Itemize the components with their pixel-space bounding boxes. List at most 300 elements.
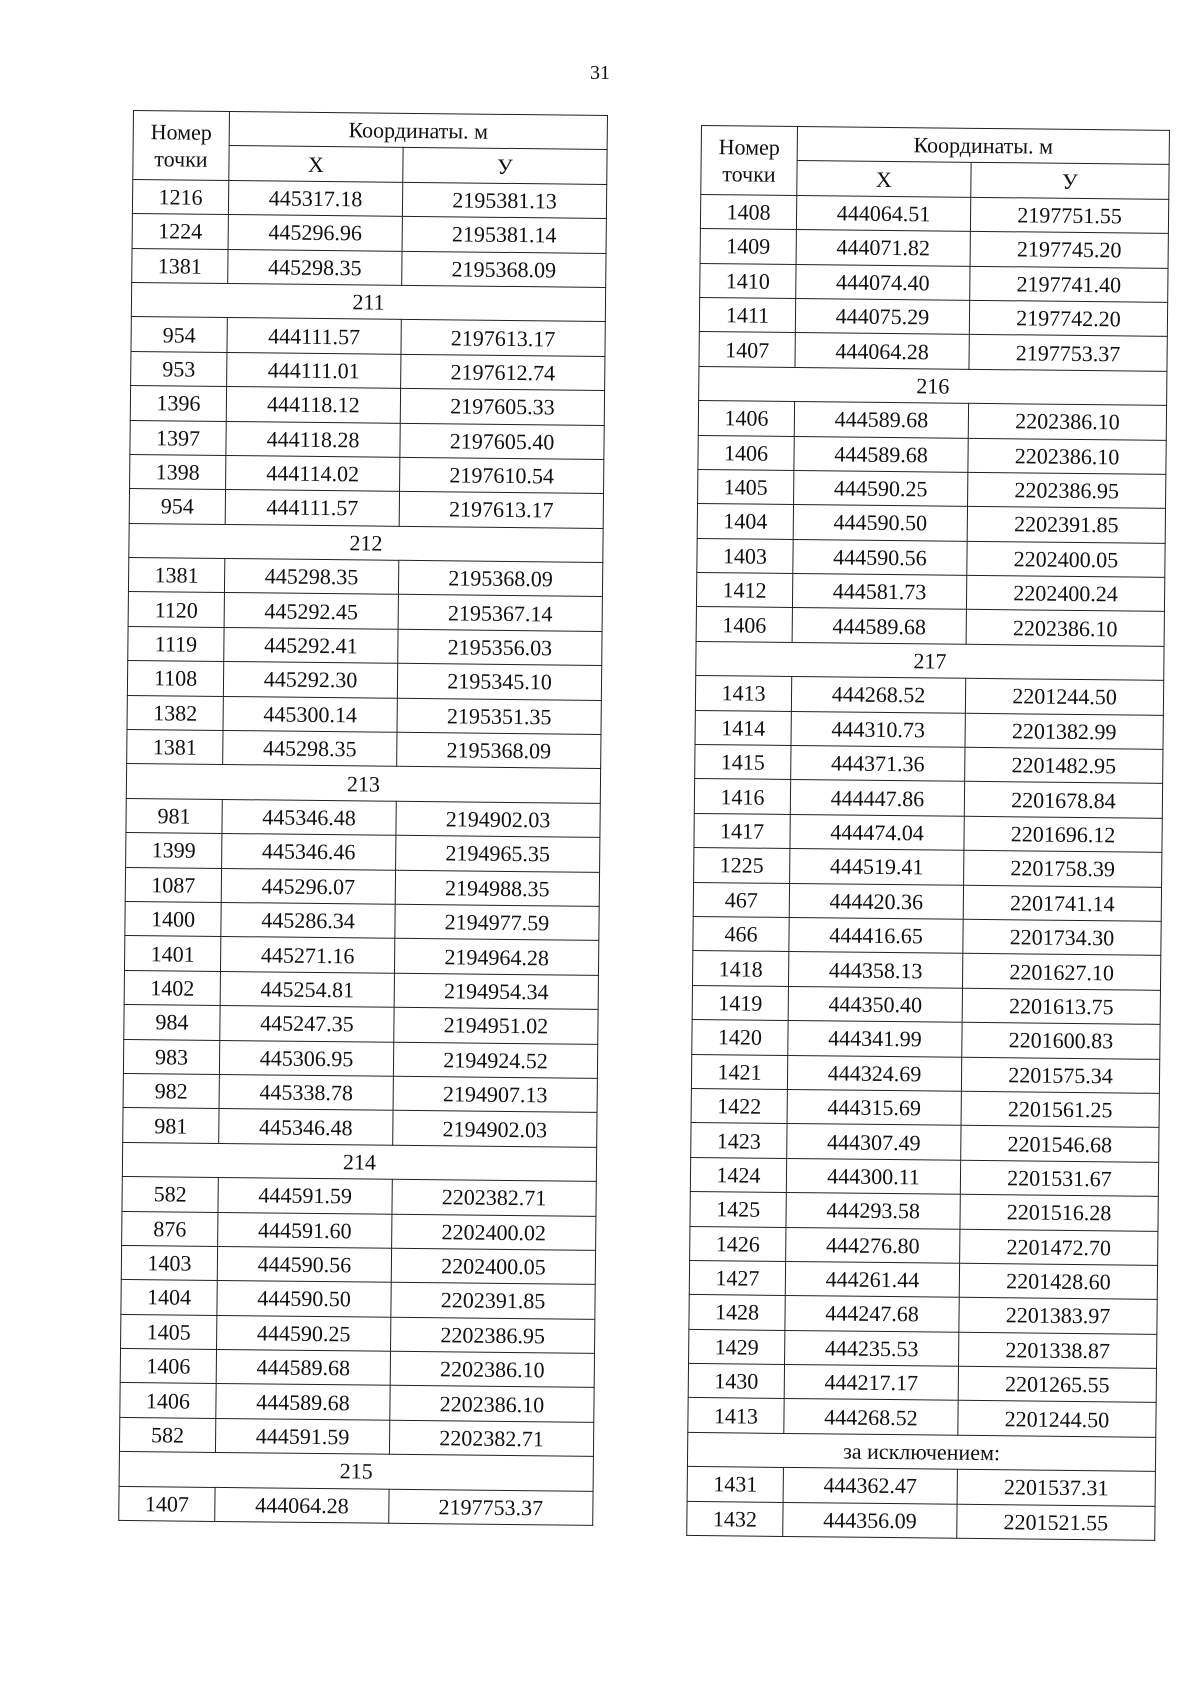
y-coordinate-cell: 2195368.09 bbox=[398, 560, 602, 597]
x-coordinate-cell: 445298.35 bbox=[224, 559, 398, 595]
x-coordinate-cell: 444276.80 bbox=[786, 1227, 960, 1263]
table-row bbox=[123, 1073, 597, 1112]
table-row bbox=[694, 848, 1162, 887]
y-coordinate-cell: 2195356.03 bbox=[398, 629, 602, 666]
x-coordinate-cell: 444307.49 bbox=[787, 1124, 961, 1160]
point-number-cell: 1420 bbox=[692, 1020, 788, 1055]
x-coordinate-cell: 444420.36 bbox=[789, 883, 963, 919]
y-coordinate-cell: 2197613.17 bbox=[401, 320, 605, 357]
point-number-cell: 1405 bbox=[121, 1314, 217, 1349]
table-row bbox=[131, 317, 605, 356]
y-coordinate-cell: 2202400.02 bbox=[392, 1214, 596, 1251]
table-row bbox=[689, 1329, 1157, 1368]
table-row bbox=[127, 661, 601, 700]
y-coordinate-cell: 2202386.10 bbox=[968, 403, 1166, 439]
table-row bbox=[126, 798, 600, 837]
point-number-cell: 1430 bbox=[688, 1363, 784, 1398]
point-number-cell: 1404 bbox=[121, 1280, 217, 1315]
table-row bbox=[698, 401, 1166, 440]
coordinates-table-right bbox=[686, 125, 1170, 1541]
table-row bbox=[699, 332, 1167, 371]
y-coordinate-cell: 2201482.95 bbox=[965, 747, 1163, 783]
point-number-cell: 1402 bbox=[124, 970, 220, 1005]
table-row bbox=[694, 813, 1162, 852]
x-coordinate-cell: 444300.11 bbox=[786, 1158, 960, 1194]
x-coordinate-cell: 444519.41 bbox=[790, 849, 964, 885]
point-number-cell: 1407 bbox=[119, 1486, 215, 1521]
point-number-cell: 1414 bbox=[695, 710, 791, 745]
x-coordinate-cell: 445247.35 bbox=[220, 1006, 394, 1042]
point-number-cell: 1405 bbox=[698, 469, 794, 504]
table-row bbox=[698, 435, 1166, 474]
x-coordinate-cell: 444315.69 bbox=[787, 1089, 961, 1125]
table-row bbox=[125, 867, 599, 906]
y-coordinate-cell: 2194907.13 bbox=[393, 1076, 597, 1113]
x-coordinate-cell: 444064.51 bbox=[796, 195, 970, 231]
x-coordinate-cell: 444071.82 bbox=[796, 230, 970, 266]
point-number-cell: 1426 bbox=[690, 1226, 786, 1261]
point-number-cell: 954 bbox=[131, 317, 227, 352]
table-row bbox=[130, 386, 604, 425]
table-row bbox=[121, 1280, 595, 1319]
coordinates-header: Координаты. м bbox=[229, 112, 607, 150]
table-row bbox=[693, 882, 1161, 921]
group-row bbox=[131, 282, 605, 321]
point-number-cell: 1406 bbox=[698, 435, 794, 470]
point-number-cell: 1381 bbox=[127, 730, 223, 765]
point-number-cell: 876 bbox=[122, 1211, 218, 1246]
point-number-cell: 1406 bbox=[698, 401, 794, 436]
y-coordinate-cell: 2194988.35 bbox=[395, 870, 599, 907]
x-coordinate-cell: 445296.96 bbox=[228, 215, 402, 251]
y-column-header: У bbox=[403, 148, 607, 185]
y-coordinate-cell: 2201561.25 bbox=[961, 1091, 1159, 1127]
table-row bbox=[694, 779, 1162, 818]
x-coordinate-cell: 445300.14 bbox=[223, 696, 397, 732]
x-coordinate-cell: 444111.57 bbox=[227, 318, 401, 354]
x-coordinate-cell: 445254.81 bbox=[220, 971, 394, 1007]
x-coordinate-cell: 445346.48 bbox=[222, 799, 396, 835]
group-label: 215 bbox=[119, 1452, 593, 1491]
y-coordinate-cell: 2194954.34 bbox=[394, 973, 598, 1010]
table-row bbox=[691, 1054, 1159, 1093]
x-coordinate-cell: 445271.16 bbox=[220, 937, 394, 973]
coordinates-header: Координаты. м bbox=[797, 127, 1169, 165]
point-number-cell: 1216 bbox=[132, 179, 228, 214]
table-row bbox=[697, 538, 1165, 577]
x-coordinate-cell: 444591.60 bbox=[218, 1212, 392, 1248]
y-coordinate-cell: 2194951.02 bbox=[394, 1007, 598, 1044]
point-number-cell: 1408 bbox=[700, 194, 796, 229]
y-coordinate-cell: 2202400.05 bbox=[967, 541, 1165, 577]
y-coordinate-cell: 2202391.85 bbox=[967, 507, 1165, 543]
table-body bbox=[687, 194, 1169, 1540]
x-coordinate-cell: 444268.52 bbox=[791, 677, 965, 713]
y-coordinate-cell: 2194964.28 bbox=[394, 939, 598, 976]
point-number-cell: 1421 bbox=[691, 1054, 787, 1089]
group-row bbox=[129, 523, 603, 562]
x-coordinate-cell: 444590.50 bbox=[217, 1281, 391, 1317]
x-coordinate-cell: 445306.95 bbox=[219, 1040, 393, 1076]
table-row bbox=[700, 263, 1168, 302]
y-coordinate-cell: 2195345.10 bbox=[397, 664, 601, 701]
point-number-cell: 1409 bbox=[700, 229, 796, 264]
group-label: 216 bbox=[699, 366, 1167, 405]
group-row bbox=[687, 1432, 1155, 1471]
point-number-cell: 1120 bbox=[128, 592, 224, 627]
point-number-header: Номер точки bbox=[701, 126, 798, 196]
group-row bbox=[699, 366, 1167, 405]
x-coordinate-cell: 444590.56 bbox=[217, 1246, 391, 1282]
y-coordinate-cell: 2202386.95 bbox=[968, 472, 1166, 508]
table-row bbox=[700, 194, 1168, 233]
point-number-cell: 1432 bbox=[687, 1501, 783, 1536]
table-row bbox=[121, 1245, 595, 1284]
point-number-cell: 1428 bbox=[689, 1295, 785, 1330]
y-coordinate-cell: 2197741.40 bbox=[970, 266, 1168, 302]
y-coordinate-cell: 2201546.68 bbox=[961, 1126, 1159, 1162]
table-row bbox=[124, 936, 598, 975]
x-coordinate-cell: 444590.56 bbox=[793, 539, 967, 575]
table-row bbox=[132, 248, 606, 287]
point-number-header: Номер точки bbox=[133, 111, 230, 181]
table-row bbox=[697, 504, 1165, 543]
x-coordinate-cell: 445296.07 bbox=[221, 868, 395, 904]
group-row bbox=[119, 1452, 593, 1491]
x-coordinate-cell: 445298.35 bbox=[228, 249, 402, 285]
x-coordinate-cell: 444581.73 bbox=[792, 574, 966, 610]
y-coordinate-cell: 2202391.85 bbox=[391, 1283, 595, 1320]
x-coordinate-cell: 444474.04 bbox=[790, 814, 964, 850]
x-coordinate-cell: 444324.69 bbox=[787, 1055, 961, 1091]
table-row bbox=[119, 1486, 593, 1525]
point-number-cell: 1431 bbox=[687, 1467, 783, 1502]
x-coordinate-cell: 444111.01 bbox=[227, 352, 401, 388]
point-number-cell: 953 bbox=[131, 351, 227, 386]
point-number-cell: 1419 bbox=[692, 985, 788, 1020]
table-row bbox=[120, 1383, 594, 1422]
table-row bbox=[132, 214, 606, 253]
table-row bbox=[687, 1467, 1155, 1506]
y-coordinate-cell: 2201741.14 bbox=[963, 885, 1161, 921]
group-label: за исключением: bbox=[687, 1432, 1155, 1471]
point-number-cell: 1412 bbox=[696, 573, 792, 608]
group-label: 217 bbox=[696, 641, 1164, 680]
y-coordinate-cell: 2201627.10 bbox=[962, 954, 1160, 990]
table-row bbox=[130, 454, 604, 493]
x-coordinate-cell: 445346.46 bbox=[222, 834, 396, 870]
x-coordinate-cell: 445338.78 bbox=[219, 1074, 393, 1110]
point-number-cell: 1427 bbox=[689, 1260, 785, 1295]
x-coordinate-cell: 444310.73 bbox=[791, 711, 965, 747]
point-number-cell: 1416 bbox=[694, 779, 790, 814]
y-coordinate-cell: 2195367.14 bbox=[398, 595, 602, 632]
y-coordinate-cell: 2202382.71 bbox=[389, 1420, 593, 1457]
y-coordinate-cell: 2202386.10 bbox=[966, 610, 1164, 646]
y-coordinate-cell: 2197605.33 bbox=[400, 388, 604, 425]
x-coordinate-cell: 444589.68 bbox=[216, 1350, 390, 1386]
table-row bbox=[690, 1157, 1158, 1196]
y-coordinate-cell: 2201521.55 bbox=[957, 1504, 1155, 1540]
y-coordinate-cell: 2194965.35 bbox=[396, 835, 600, 872]
x-coordinate-cell: 444362.47 bbox=[783, 1468, 957, 1504]
table-row bbox=[129, 489, 603, 528]
x-coordinate-cell: 445346.48 bbox=[219, 1109, 393, 1145]
y-coordinate-cell: 2202400.24 bbox=[966, 575, 1164, 611]
point-number-cell: 984 bbox=[124, 1005, 220, 1040]
table-row bbox=[698, 469, 1166, 508]
point-number-cell: 1401 bbox=[124, 936, 220, 971]
point-number-cell: 954 bbox=[129, 489, 225, 524]
x-coordinate-cell: 444114.02 bbox=[226, 455, 400, 491]
point-number-cell: 1406 bbox=[696, 607, 792, 642]
table-row bbox=[692, 985, 1160, 1024]
table-row bbox=[690, 1192, 1158, 1231]
y-coordinate-cell: 2202386.10 bbox=[968, 438, 1166, 474]
point-number-cell: 1410 bbox=[700, 263, 796, 298]
table-row bbox=[121, 1314, 595, 1353]
point-number-cell: 981 bbox=[123, 1108, 219, 1143]
table-row bbox=[688, 1363, 1156, 1402]
group-label: 212 bbox=[129, 523, 603, 562]
y-coordinate-cell: 2197605.40 bbox=[400, 423, 604, 460]
point-number-cell: 1403 bbox=[121, 1245, 217, 1280]
point-number-cell: 1425 bbox=[690, 1192, 786, 1227]
x-coordinate-cell: 445292.30 bbox=[223, 662, 397, 698]
y-coordinate-cell: 2201575.34 bbox=[961, 1057, 1159, 1093]
x-coordinate-cell: 444590.25 bbox=[217, 1315, 391, 1351]
x-coordinate-cell: 444341.99 bbox=[788, 1021, 962, 1057]
x-coordinate-cell: 444589.68 bbox=[792, 608, 966, 644]
x-coordinate-cell: 444356.09 bbox=[783, 1502, 957, 1538]
point-number-cell: 1108 bbox=[127, 661, 223, 696]
point-number-cell: 1224 bbox=[132, 214, 228, 249]
x-coordinate-cell: 444118.12 bbox=[226, 387, 400, 423]
point-number-cell: 1381 bbox=[132, 248, 228, 283]
page-number: 31 bbox=[590, 62, 610, 84]
table-row bbox=[687, 1501, 1155, 1540]
point-number-cell: 582 bbox=[119, 1417, 215, 1452]
y-coordinate-cell: 2202386.95 bbox=[391, 1317, 595, 1354]
x-coordinate-cell: 445298.35 bbox=[223, 731, 397, 767]
table-row bbox=[122, 1177, 596, 1216]
point-number-cell: 1411 bbox=[699, 297, 795, 332]
table-row bbox=[696, 607, 1164, 646]
x-coordinate-cell: 444217.17 bbox=[784, 1365, 958, 1401]
y-coordinate-cell: 2201531.67 bbox=[960, 1160, 1158, 1196]
table-row bbox=[124, 970, 598, 1009]
point-number-cell: 467 bbox=[693, 882, 789, 917]
x-coordinate-cell: 444589.68 bbox=[794, 402, 968, 438]
point-number-cell: 1429 bbox=[689, 1329, 785, 1364]
x-coordinate-cell: 444447.86 bbox=[790, 780, 964, 816]
x-coordinate-cell: 444064.28 bbox=[215, 1487, 389, 1523]
y-coordinate-cell: 2201758.39 bbox=[964, 850, 1162, 886]
table-row bbox=[128, 626, 602, 665]
x-coordinate-cell: 445317.18 bbox=[228, 180, 402, 216]
y-coordinate-cell: 2201678.84 bbox=[964, 782, 1162, 818]
table-row bbox=[127, 730, 601, 769]
table-row bbox=[126, 833, 600, 872]
point-number-cell: 1407 bbox=[699, 332, 795, 367]
table-row bbox=[124, 1005, 598, 1044]
group-label: 213 bbox=[126, 764, 600, 803]
y-coordinate-cell: 2201428.60 bbox=[959, 1263, 1157, 1299]
table-row bbox=[693, 916, 1161, 955]
y-coordinate-cell: 2201696.12 bbox=[964, 816, 1162, 852]
y-coordinate-cell: 2195368.09 bbox=[402, 251, 606, 288]
x-coordinate-cell: 444268.52 bbox=[784, 1399, 958, 1435]
coordinates-table-left bbox=[118, 110, 608, 1526]
table-row bbox=[696, 573, 1164, 612]
x-coordinate-cell: 444371.36 bbox=[791, 746, 965, 782]
x-coordinate-cell: 444350.40 bbox=[788, 986, 962, 1022]
point-number-cell: 1406 bbox=[120, 1348, 216, 1383]
table-row bbox=[695, 745, 1163, 784]
point-number-cell: 1119 bbox=[128, 626, 224, 661]
point-number-cell: 1423 bbox=[691, 1123, 787, 1158]
x-coordinate-cell: 444247.68 bbox=[785, 1296, 959, 1332]
y-coordinate-cell: 2201265.55 bbox=[958, 1366, 1156, 1402]
table-row bbox=[128, 592, 602, 631]
group-row bbox=[122, 1142, 596, 1181]
y-coordinate-cell: 2197753.37 bbox=[389, 1489, 593, 1526]
table-row bbox=[123, 1108, 597, 1147]
y-coordinate-cell: 2197613.17 bbox=[399, 492, 603, 529]
point-number-cell: 1396 bbox=[130, 386, 226, 421]
y-coordinate-cell: 2201613.75 bbox=[962, 988, 1160, 1024]
point-number-cell: 1225 bbox=[694, 848, 790, 883]
table-row bbox=[691, 1123, 1159, 1162]
y-coordinate-cell: 2201383.97 bbox=[959, 1298, 1157, 1334]
x-coordinate-cell: 444074.40 bbox=[796, 264, 970, 300]
table-row bbox=[692, 951, 1160, 990]
x-coordinate-cell: 444591.59 bbox=[215, 1418, 389, 1454]
y-coordinate-cell: 2201516.28 bbox=[960, 1194, 1158, 1230]
x-coordinate-cell: 444111.57 bbox=[225, 490, 399, 526]
y-coordinate-cell: 2201600.83 bbox=[962, 1022, 1160, 1058]
x-coordinate-cell: 445286.34 bbox=[221, 902, 395, 938]
point-number-cell: 1417 bbox=[694, 813, 790, 848]
point-number-cell: 1415 bbox=[695, 745, 791, 780]
x-coordinate-cell: 444416.65 bbox=[789, 917, 963, 953]
point-number-cell: 582 bbox=[122, 1177, 218, 1212]
y-coordinate-cell: 2201537.31 bbox=[957, 1469, 1155, 1505]
point-number-cell: 1422 bbox=[691, 1088, 787, 1123]
table-row bbox=[132, 179, 606, 218]
x-column-header: Х bbox=[797, 161, 971, 197]
y-coordinate-cell: 2197742.20 bbox=[969, 300, 1167, 336]
x-coordinate-cell: 444075.29 bbox=[795, 298, 969, 334]
y-coordinate-cell: 2194977.59 bbox=[395, 904, 599, 941]
point-number-cell: 1413 bbox=[688, 1398, 784, 1433]
point-number-cell: 1403 bbox=[697, 538, 793, 573]
group-label: 211 bbox=[131, 282, 605, 321]
table-row bbox=[690, 1226, 1158, 1265]
y-coordinate-cell: 2202386.10 bbox=[390, 1351, 594, 1388]
table-row bbox=[128, 558, 602, 597]
y-coordinate-cell: 2197612.74 bbox=[401, 354, 605, 391]
y-coordinate-cell: 2202382.71 bbox=[392, 1179, 596, 1216]
point-number-cell: 1424 bbox=[690, 1157, 786, 1192]
table-row bbox=[131, 351, 605, 390]
point-number-cell: 1404 bbox=[697, 504, 793, 539]
y-coordinate-cell: 2201244.50 bbox=[958, 1401, 1156, 1437]
y-coordinate-cell: 2195381.14 bbox=[402, 216, 606, 253]
group-row bbox=[696, 641, 1164, 680]
table-row bbox=[122, 1211, 596, 1250]
y-coordinate-cell: 2197745.20 bbox=[970, 231, 1168, 267]
x-coordinate-cell: 444589.68 bbox=[216, 1384, 390, 1420]
table-row bbox=[125, 901, 599, 940]
point-number-cell: 466 bbox=[693, 916, 789, 951]
x-coordinate-cell: 444591.59 bbox=[218, 1178, 392, 1214]
y-coordinate-cell: 2201734.30 bbox=[963, 919, 1161, 955]
point-number-cell: 1400 bbox=[125, 901, 221, 936]
x-coordinate-cell: 444118.28 bbox=[226, 421, 400, 457]
x-coordinate-cell: 444235.53 bbox=[785, 1330, 959, 1366]
group-label: 214 bbox=[122, 1142, 596, 1181]
table-row bbox=[688, 1398, 1156, 1437]
table-row bbox=[695, 710, 1163, 749]
group-row bbox=[126, 764, 600, 803]
y-coordinate-cell: 2201338.87 bbox=[959, 1332, 1157, 1368]
x-coordinate-cell: 444589.68 bbox=[794, 436, 968, 472]
point-number-cell: 1406 bbox=[120, 1383, 216, 1418]
x-coordinate-cell: 444358.13 bbox=[788, 952, 962, 988]
point-number-cell: 1398 bbox=[130, 454, 226, 489]
y-coordinate-cell: 2197610.54 bbox=[400, 457, 604, 494]
point-number-cell: 1399 bbox=[126, 833, 222, 868]
point-number-cell: 1397 bbox=[130, 420, 226, 455]
y-coordinate-cell: 2195351.35 bbox=[397, 698, 601, 735]
point-number-cell: 1382 bbox=[127, 695, 223, 730]
y-coordinate-cell: 2197751.55 bbox=[970, 197, 1168, 233]
table-row bbox=[692, 1020, 1160, 1059]
y-coordinate-cell: 2194924.52 bbox=[393, 1042, 597, 1079]
table-row bbox=[700, 229, 1168, 268]
y-coordinate-cell: 2195368.09 bbox=[397, 732, 601, 769]
y-column-header: У bbox=[971, 163, 1169, 199]
x-column-header: Х bbox=[229, 146, 403, 182]
table-row bbox=[120, 1348, 594, 1387]
point-number-cell: 982 bbox=[123, 1073, 219, 1108]
y-coordinate-cell: 2195381.13 bbox=[402, 182, 606, 219]
point-number-cell: 1381 bbox=[128, 558, 224, 593]
table-row bbox=[689, 1260, 1157, 1299]
point-number-cell: 983 bbox=[123, 1039, 219, 1074]
table-row bbox=[130, 420, 604, 459]
table-row bbox=[123, 1039, 597, 1078]
y-coordinate-cell: 2202386.10 bbox=[390, 1386, 594, 1423]
table-row bbox=[689, 1295, 1157, 1334]
point-number-cell: 1087 bbox=[125, 867, 221, 902]
table-row bbox=[699, 297, 1167, 336]
point-number-cell: 1418 bbox=[692, 951, 788, 986]
table-row bbox=[127, 695, 601, 734]
x-coordinate-cell: 445292.41 bbox=[224, 627, 398, 663]
y-coordinate-cell: 2197753.37 bbox=[969, 335, 1167, 371]
y-coordinate-cell: 2194902.03 bbox=[393, 1111, 597, 1148]
y-coordinate-cell: 2201382.99 bbox=[965, 713, 1163, 749]
table-row bbox=[691, 1088, 1159, 1127]
table-body bbox=[119, 179, 607, 1525]
y-coordinate-cell: 2201244.50 bbox=[965, 679, 1163, 715]
x-coordinate-cell: 444590.50 bbox=[793, 505, 967, 541]
point-number-cell: 981 bbox=[126, 798, 222, 833]
y-coordinate-cell: 2201472.70 bbox=[960, 1229, 1158, 1265]
table-row bbox=[695, 676, 1163, 715]
